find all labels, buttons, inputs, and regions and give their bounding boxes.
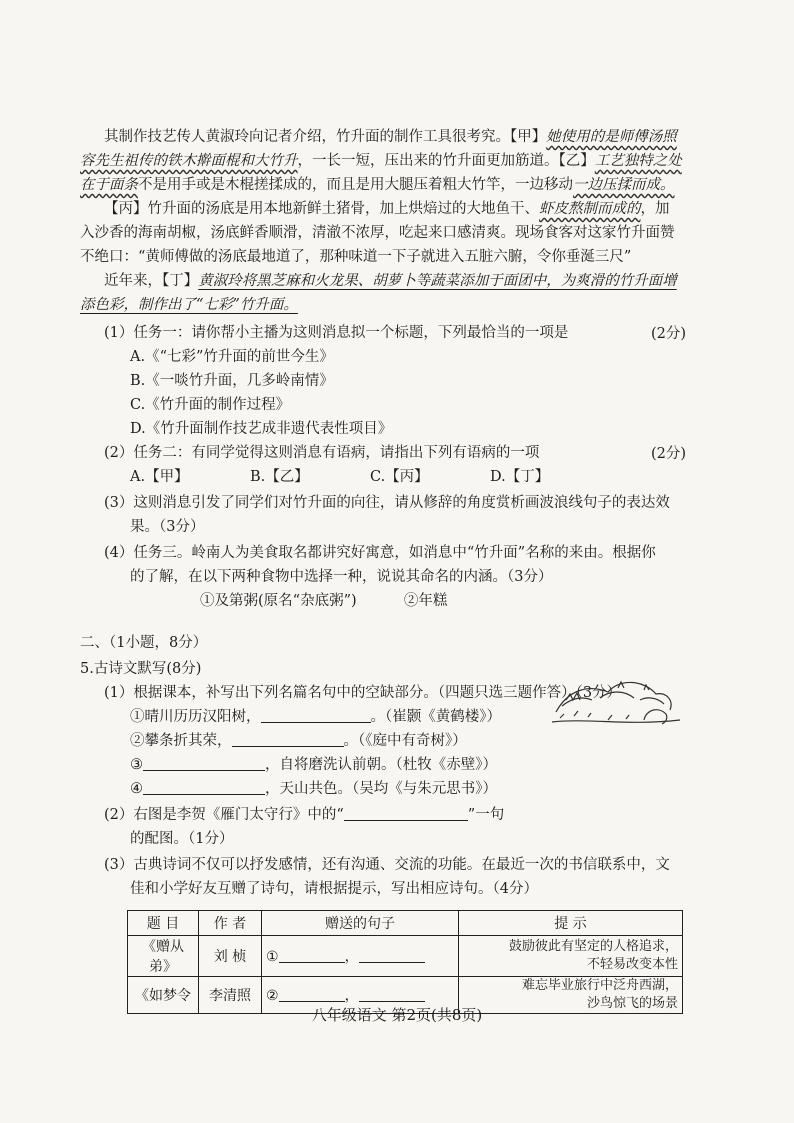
col-header-title: 题 目 <box>128 911 199 936</box>
question-2-score: (2分) <box>650 446 686 462</box>
passage-line: 其制作技艺传人黄淑玲向记者介绍，竹升面的制作工具很考究。【甲】她使用的是师傅汤照 <box>104 129 677 145</box>
option-a: A.【甲】 <box>130 469 189 485</box>
recite-line-a: ①晴川历历汉阳树， 。（崔颢《黄鹤楼》） <box>130 709 501 725</box>
table-header-row <box>128 911 683 936</box>
cell-sentence: ② ， <box>262 977 459 1014</box>
option-d: D.《竹升面制作技艺成非遗代表性项目》 <box>130 421 393 437</box>
passage-line: 不绝口：“黄师傅做的汤底最地道了，那种味道一下子就进入五脏六腑，令你垂涎三尺” <box>80 249 632 265</box>
choice-1: ①及第粥(原名“杂底粥”) <box>200 593 357 609</box>
answer-blank[interactable] <box>143 780 265 795</box>
passage-line: 【丙】竹升面的汤底是用本地新鲜土猪骨，加上烘焙过的大地鱼干、虾皮熬制而成的，加 <box>104 201 670 217</box>
answer-blank[interactable] <box>143 756 265 771</box>
recite-line-c: ③ ，自将磨洗认前朝。（杜牧《赤壁》） <box>130 757 497 773</box>
question-3: (3）这则消息引发了同学们对竹升面的向往，请从修辞的角度赏析画波浪线句子的表达效 <box>104 495 670 511</box>
col-header-author: 作 者 <box>199 911 262 936</box>
q5-sub1-intro: (1）根据课本，补写出下列名篇名句中的空缺部分。（四题只选三题作答）（3分） <box>104 685 622 701</box>
question-4-cont: 的了解，在以下两种食物中选择一种，说说其命名的内涵。（3分） <box>130 569 553 585</box>
question-5-title: 5.古诗文默写(8分) <box>80 661 202 677</box>
answer-blank[interactable] <box>261 708 371 723</box>
passage-line: 近年来，【丁】黄淑玲将黑芝麻和火龙果、胡萝卜等蔬菜添加于面团中，为爽滑的竹升面增 <box>104 273 677 289</box>
cell-title: 《赠从弟》 <box>128 936 199 977</box>
answer-blank[interactable] <box>344 806 468 821</box>
question-2: (2）任务二：有同学觉得这则消息有语病，请指出下列有语病的一项 <box>104 445 540 461</box>
poem-illustration <box>548 670 688 740</box>
q5-sub3-cont: 佳和小学好友互赠了诗句，请根据提示，写出相应诗句。（4分） <box>130 881 538 897</box>
answer-blank[interactable] <box>359 948 425 963</box>
answer-blank[interactable] <box>279 948 345 963</box>
question-4: (4）任务三。岭南人为美食取名都讲究好寓意，如消息中“竹升面”名称的来由。根据你 <box>104 545 656 561</box>
page-footer: 八年级语文 第2页(共8页) <box>311 1006 483 1024</box>
recite-line-d: ④ ，天山共色。（吴均《与朱元思书》） <box>130 781 497 797</box>
q5-sub2: (2）右图是李贺《雁门太守行》中的“ ”一句 <box>104 807 505 823</box>
question-1-score: (2分) <box>650 326 686 342</box>
recite-line-b: ②攀条折其荣， 。（《庭中有奇树》） <box>130 733 467 749</box>
option-c: C.《竹升面的制作过程》 <box>130 397 291 413</box>
cell-hint: 难忘毕业旅行中泛舟西湖， 沙鸟惊飞的场景 <box>459 977 683 1014</box>
passage-line: 添色彩，制作出了“七彩”竹升面。 <box>80 297 298 313</box>
col-header-hint: 提 示 <box>459 911 683 936</box>
table-row <box>128 936 683 977</box>
answer-blank[interactable] <box>359 987 425 1002</box>
cell-title: 《如梦令 <box>128 977 199 1014</box>
option-d: D.【丁】 <box>490 469 550 485</box>
question-1: (1）任务一：请你帮小主播为这则消息拟一个标题，下列最恰当的一项是 <box>104 325 569 341</box>
question-2-options <box>130 466 694 488</box>
option-b: B.【乙】 <box>250 469 309 485</box>
section-heading: 二、（1小题，8分） <box>80 635 208 651</box>
option-b: B.《一啖竹升面，几多岭南情》 <box>130 373 334 389</box>
q5-sub3: (3）古典诗词不仅可以抒发感情，还有沟通、交流的功能。在最近一次的书信联系中，文 <box>104 857 670 873</box>
poem-table <box>127 910 683 1014</box>
choice-2: ②年糕 <box>403 593 448 609</box>
passage-line: 在于面条不是用手或是木棍搓揉成的，而且是用大腿压着粗大竹竿，一边移动一边压揉而成。 <box>80 177 675 193</box>
question-4-choices <box>200 590 694 612</box>
option-c: C.【丙】 <box>370 469 429 485</box>
cell-sentence: ① ， <box>262 936 459 977</box>
cell-hint: 鼓励彼此有坚定的人格追求， 不轻易改变本性 <box>459 936 683 977</box>
cell-author: 李清照 <box>199 977 262 1014</box>
col-header-sentence: 赠送的句子 <box>262 911 459 936</box>
option-a: A.《“七彩”竹升面的前世今生》 <box>130 349 334 365</box>
question-3-cont: 果。（3分） <box>130 519 205 535</box>
answer-blank[interactable] <box>232 732 344 747</box>
answer-blank[interactable] <box>279 987 345 1002</box>
passage-line: 容先生祖传的铁木擀面棍和大竹升，一长一短，压出来的竹升面更加筋道。【乙】工艺独特之处 <box>80 153 682 169</box>
passage-line: 入沙香的海南胡椒，汤底鲜香顺滑，清澈不浓厚，吃起来口感清爽。现场食客对这家竹升面赞 <box>80 225 675 241</box>
cell-author: 刘 桢 <box>199 936 262 977</box>
q5-sub2-cont: 的配图。（1分） <box>130 831 234 847</box>
